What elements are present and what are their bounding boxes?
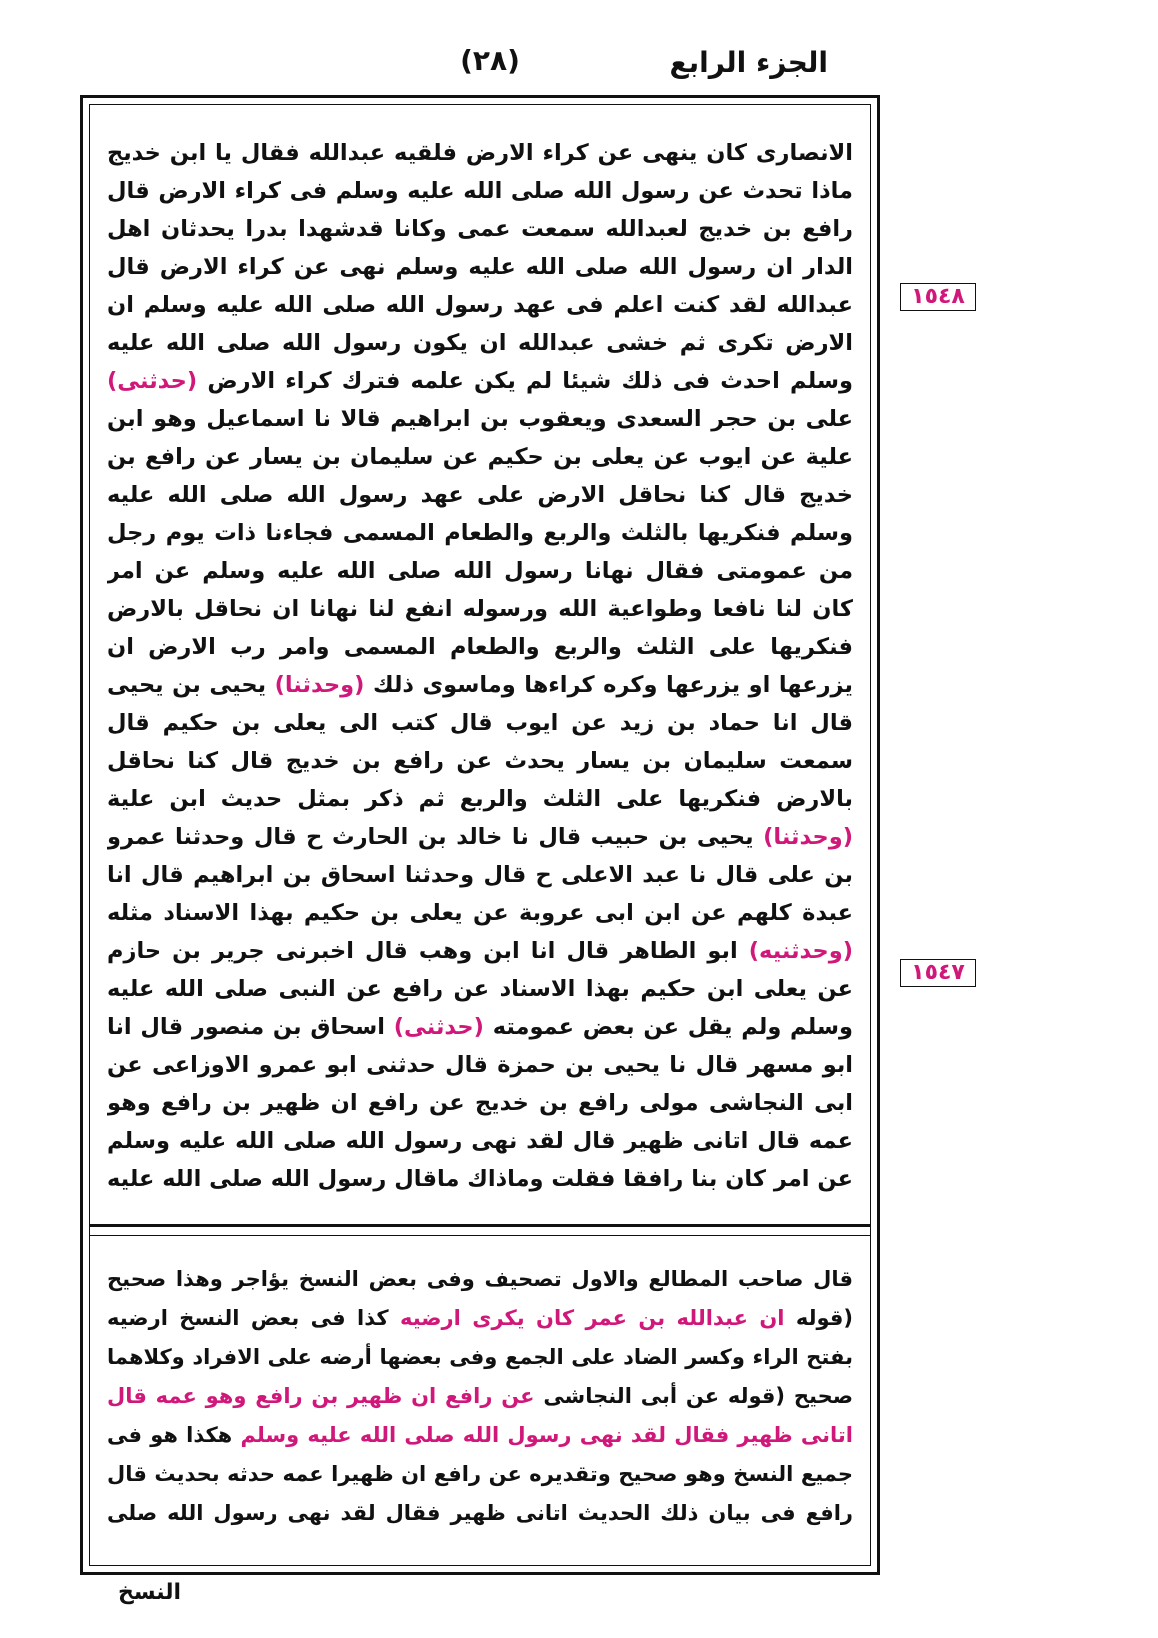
hadith-number-badge: ١٥٤٧ bbox=[900, 959, 976, 987]
commentary-segment: كذا فى بعض النسخ ارضيه بفتح الراء وكسر الضاد على الجمع وفى بعضها أرضه على الافراد وكلاهما صحيح bbox=[107, 1306, 853, 1408]
commentary-segment: هكذا هو فى جميع النسخ وهو صحيح وتقديره عن رافع ان ظهيرا عمه حدثه بحديث قال رافع فى بيان ذلك الحديث اتانى ظهير فقال لقد نهى رسول الله صلى bbox=[107, 1423, 853, 1525]
narration-keyword: (وحدثنا) bbox=[274, 672, 365, 698]
commentary-segment: (قوله bbox=[784, 1306, 853, 1330]
commentary-text bbox=[107, 1260, 853, 1540]
catchword: النسخ bbox=[118, 1580, 182, 1605]
hadith-number-badge: ١٥٤٨ bbox=[900, 283, 976, 311]
page-frame bbox=[80, 95, 880, 1575]
narration-keyword: (وحدثنيه) bbox=[748, 938, 853, 964]
narration-keyword: (حدثنى) bbox=[393, 1014, 484, 1040]
hadith-text bbox=[107, 134, 853, 1198]
text-segment: يحيى بن يحيى قال انا حماد بن زيد عن ايوب قال كتب الى يعلى بن حكيم قال سمعت سليمان بن يسار يحدث عن رافع بن خديج قال كنا نحاقل بالارض فنكريها على الثلث والربع ثم ذكر بمثل حديث ابن علية bbox=[107, 672, 853, 812]
part-title: الجزء الرابع bbox=[669, 46, 828, 79]
section-divider bbox=[89, 1224, 871, 1236]
text-segment: يحيى بن حبيب قال نا خالد بن الحارث ح قال وحدثنا عمرو بن على قال نا عبد الاعلى ح قال وحدثنا اسحاق بن ابراهيم قال انا عبدة كلهم عن ابن ابى عروبة عن يعلى بن حكيم بهذا الاسناد مثله bbox=[107, 824, 853, 926]
text-segment: اسحاق بن منصور قال انا ابو مسهر قال نا يحيى بن حمزة قال حدثنى ابو عمرو الاوزاعى عن ابى النجاشى مولى رافع بن خديج عن رافع ان ظهير بن رافع وهو عمه قال اتانى ظهير قال لقد نهى رسول الله صلى الله عليه وسلم عن امر كان بنا رافقا فقلت وماذاك ماقال رسول الله صلى الله عليه bbox=[107, 1014, 853, 1192]
text-segment: الانصارى كان ينهى عن كراء الارض فلقيه عبدالله فقال يا ابن خديج ماذا تحدث عن رسول الله صلى الله عليه وسلم فى كراء الارض قال رافع بن خديج لعبدالله سمعت عمى وكانا قدشهدا بدرا يحدثان اهل الدار ان رسول الله صلى الله عليه وسلم نهى عن كراء الارض قال عبدالله لقد كنت اعلم فى عهد رسول الله صلى الله عليه وسلم ان الارض تكرى ثم خشى عبدالله ان يكون رسول الله صلى الله عليه وسلم احدث فى ذلك شيئا لم يكن علمه فترك كراء الارض bbox=[107, 140, 853, 394]
text-segment: ابو الطاهر قال انا ابن وهب قال اخبرنى جرير بن حازم عن يعلى ابن حكيم بهذا الاسناد عن رافع عن النبى صلى الله عليه وسلم ولم يقل عن بعض عمومته bbox=[107, 938, 853, 1040]
commentary-segment: قال صاحب المطالع والاول تصحيف وفى بعض النسخ يؤاجر وهذا صحيح bbox=[107, 1267, 853, 1291]
page-number: (٢٨) bbox=[460, 44, 520, 77]
commentary-segment: (قوله عن أبى النجاشى bbox=[534, 1384, 786, 1408]
narration-keyword: (وحدثنا) bbox=[763, 824, 853, 850]
commentary-quote: عن رافع ان ظهير بن رافع وهو عمه قال اتانى ظهير فقال لقد نهى رسول الله صلى الله عليه وسلم bbox=[107, 1384, 853, 1447]
text-segment: على بن حجر السعدى ويعقوب بن ابراهيم قالا نا اسماعيل وهو ابن علية عن ايوب عن يعلى بن حكيم عن سليمان بن يسار عن رافع بن خديج قال كنا نحاقل الارض على عهد رسول الله صلى الله عليه وسلم فنكريها بالثلث والربع والطعام المسمى فجاءنا ذات يوم رجل من عمومتى فقال نهانا رسول الله صلى الله عليه وسلم عن امر كان لنا نافعا وطواعية الله ورسوله انفع لنا نهانا ان نحاقل بالارض فنكريها على الثلث والربع والطعام المسمى وامر رب الارض ان يزرعها او يزرعها وكره كراءها وماسوى ذلك bbox=[107, 406, 853, 698]
commentary-quote: ان عبدالله بن عمر كان يكرى ارضيه bbox=[399, 1306, 785, 1330]
commentary-paragraph bbox=[107, 1260, 853, 1540]
narration-keyword: (حدثنى) bbox=[107, 368, 198, 394]
